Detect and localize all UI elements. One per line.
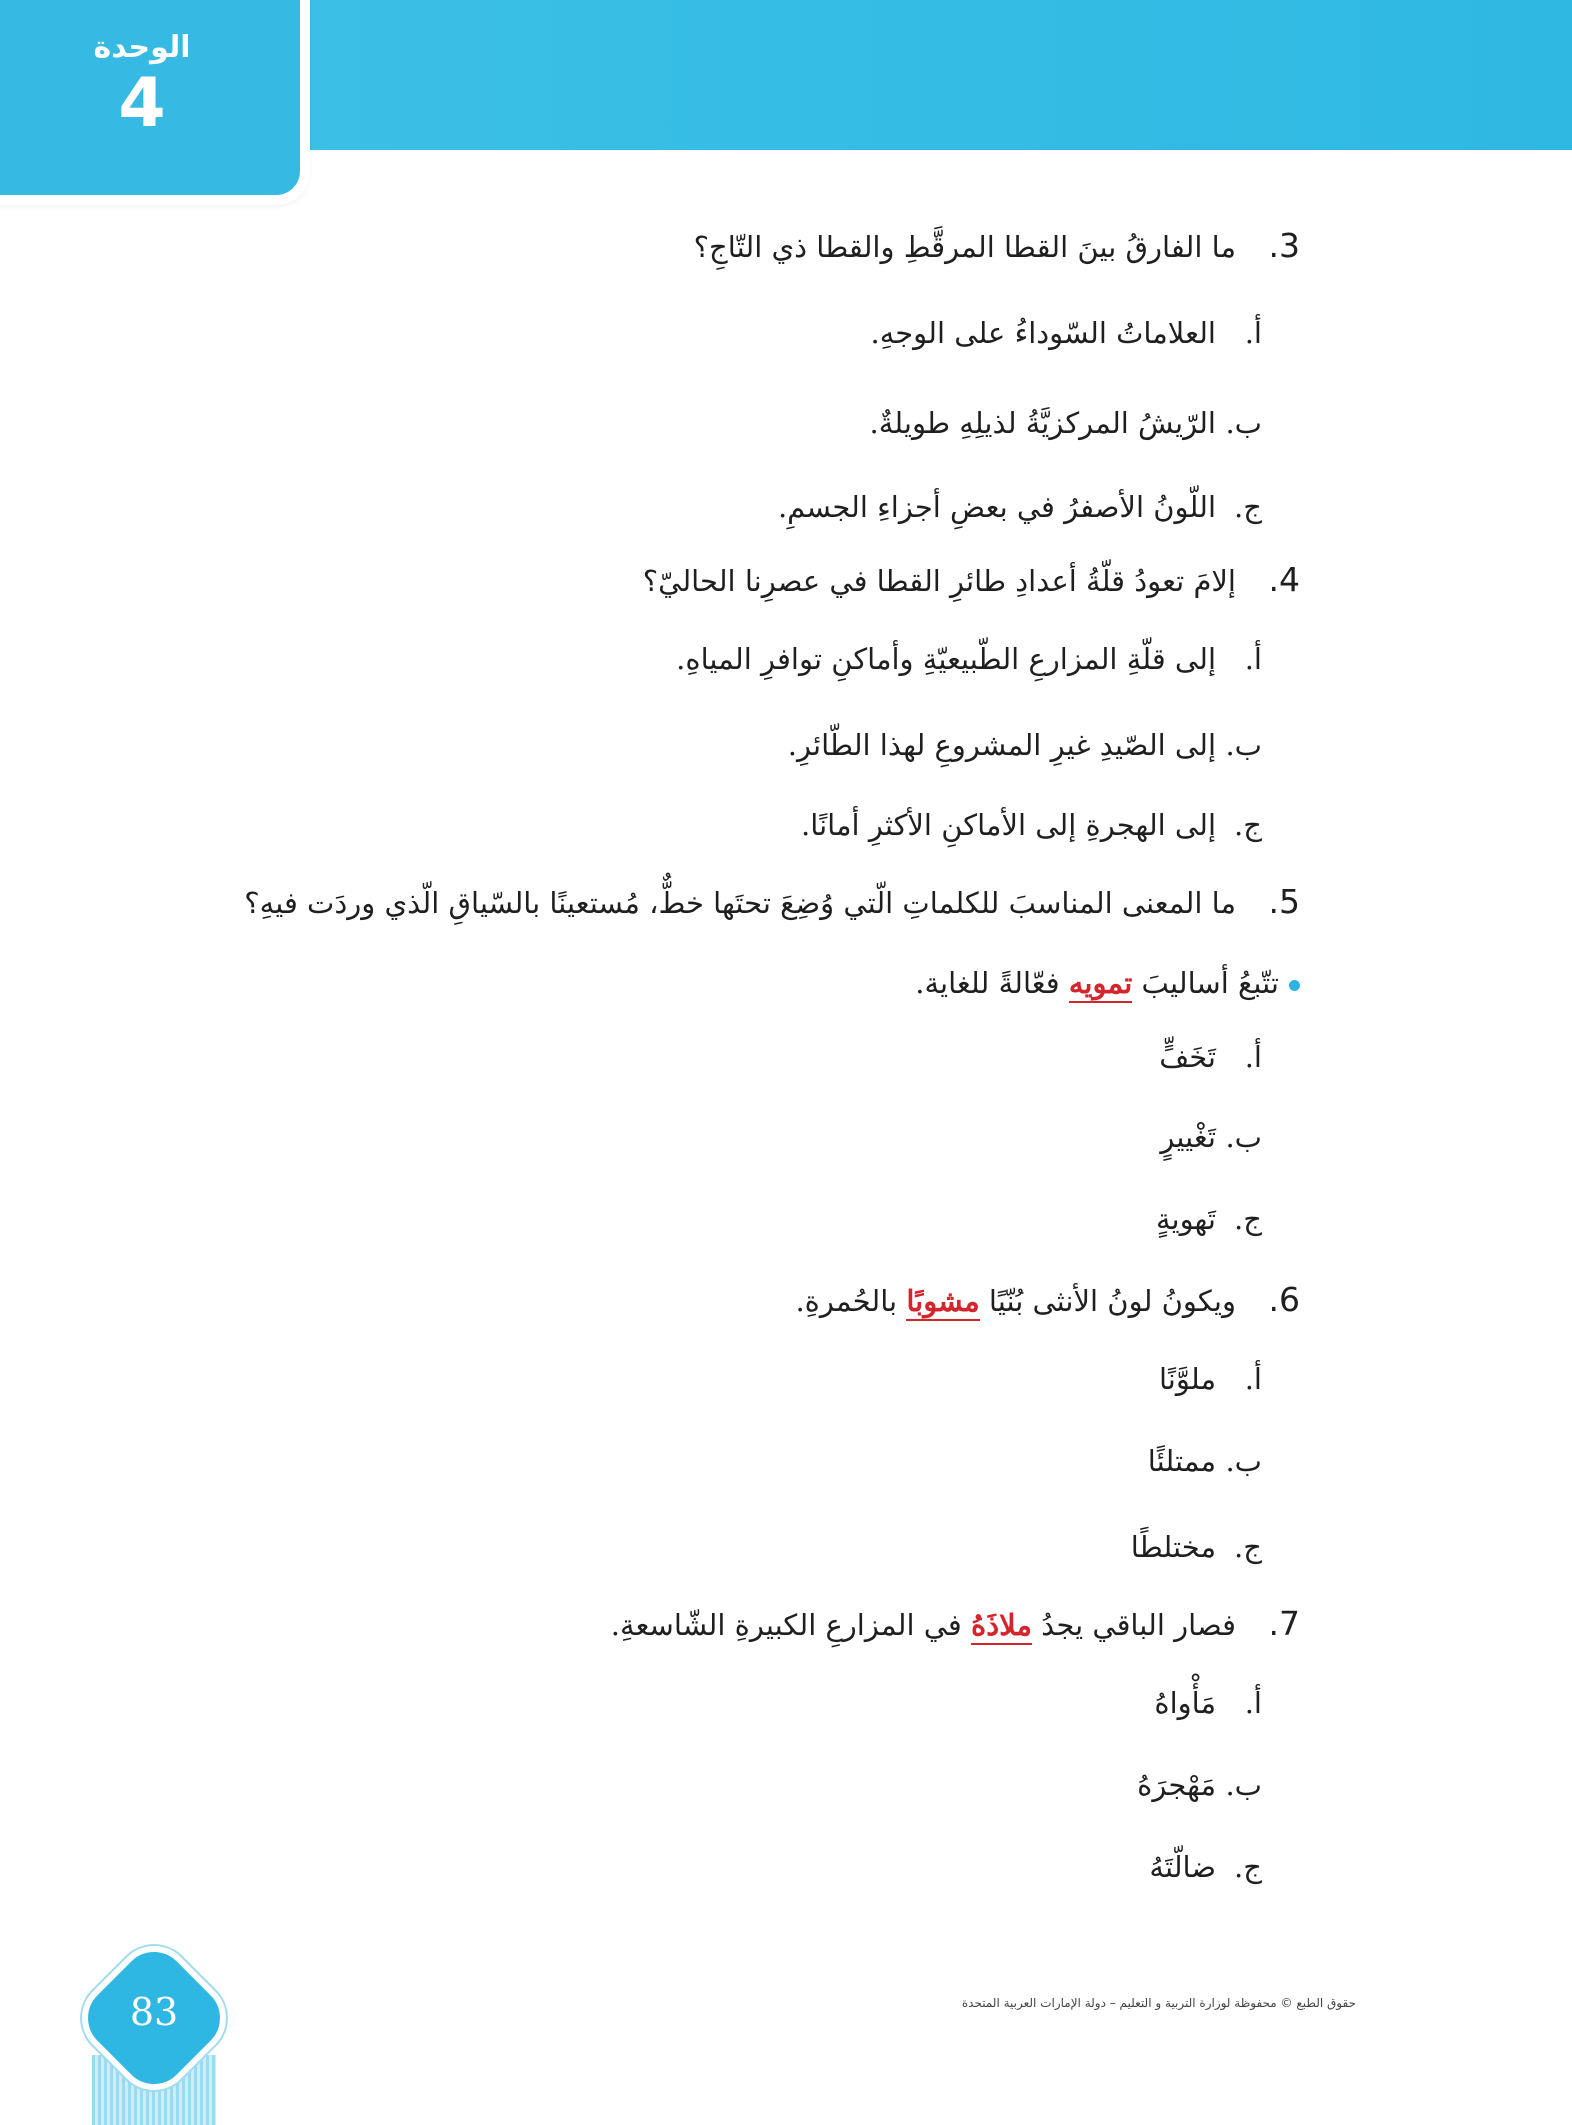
question-number: 5. <box>1268 882 1300 921</box>
option-text: تَهويةٍ <box>1155 1202 1216 1236</box>
page-number: 83 <box>129 1990 179 2034</box>
option-3-c[interactable] <box>778 490 1262 525</box>
option-3-a[interactable] <box>870 316 1262 351</box>
option-letter: ج. <box>1234 490 1262 524</box>
sentence-after: بالحُمرةِ. <box>795 1284 907 1318</box>
question-6 <box>795 1280 1300 1320</box>
highlighted-word: ملاذَهُ <box>971 1608 1032 1645</box>
unit-label: الوحدة <box>93 30 191 65</box>
unit-number: 4 <box>118 64 166 143</box>
option-text: تَخَفٍّ <box>1159 1040 1216 1074</box>
option-text: العلاماتُ السّوداءُ على الوجهِ. <box>870 316 1216 350</box>
sentence-before: ويكونُ لونُ الأنثى بُنّيًا <box>979 1284 1236 1318</box>
option-letter: ب. <box>1225 1120 1262 1154</box>
option-letter: أ. <box>1244 1362 1262 1396</box>
bullet-sentence <box>915 966 1300 1001</box>
highlighted-word: مشوبًا <box>906 1284 979 1321</box>
question-4 <box>643 560 1300 600</box>
highlighted-word: تمويه <box>1069 966 1132 1003</box>
option-6-b[interactable] <box>1148 1444 1262 1479</box>
option-letter: ج. <box>1234 808 1262 842</box>
option-text: مختلطًا <box>1130 1530 1216 1564</box>
option-text: تَغْييرٍ <box>1160 1120 1216 1154</box>
option-6-a[interactable] <box>1159 1362 1262 1397</box>
option-7-b[interactable] <box>1137 1768 1262 1803</box>
question-number: 3. <box>1268 226 1300 265</box>
bullet-icon <box>1289 980 1300 991</box>
question-7 <box>611 1604 1300 1644</box>
option-5-c[interactable] <box>1156 1202 1262 1237</box>
option-4-b[interactable] <box>788 728 1262 763</box>
option-4-c[interactable] <box>801 808 1262 843</box>
question-number: 4. <box>1268 560 1300 599</box>
sentence-before: تتّبعُ أساليبَ <box>1132 966 1279 1000</box>
option-text: اللّونُ الأصفرُ في بعضِ أجزاءِ الجسمِ. <box>777 490 1216 524</box>
option-letter: ج. <box>1234 1202 1262 1236</box>
question-number: 6. <box>1268 1280 1300 1319</box>
option-text: ملوَّنًا <box>1158 1362 1216 1396</box>
option-text: ضالّتَهُ <box>1149 1850 1216 1884</box>
option-5-a[interactable] <box>1159 1040 1262 1075</box>
option-6-c[interactable] <box>1131 1530 1262 1565</box>
option-letter: أ. <box>1244 1686 1262 1720</box>
sentence-after: في المزارعِ الكبيرةِ الشّاسعةِ. <box>610 1608 971 1642</box>
option-letter: ب. <box>1225 1768 1262 1802</box>
question-text: ما المعنى المناسبَ للكلماتِ الّتي وُضِعَ تحتَها خطٌّ، مُستعينًا بالسّياقِ الّذي وردَت فيهِ؟ <box>244 886 1236 920</box>
option-text: إلى قلّةِ المزارعِ الطّبيعيّةِ وأماكنِ توافرِ المياهِ. <box>676 642 1216 676</box>
copyright-text: حقوق الطبع © محفوظة لوزارة التربية و التعليم – دولة الإمارات العربية المتحدة <box>961 1996 1356 2010</box>
option-text: إلى الصّيدِ غيرِ المشروعِ لهذا الطّائرِ. <box>787 728 1216 762</box>
question-text: ما الفارقُ بينَ القطا المرقَّطِ والقطا ذي التّاجِ؟ <box>693 230 1236 264</box>
option-text: مَأْواهُ <box>1154 1686 1216 1720</box>
sentence-after: فعّالةً للغاية. <box>915 966 1069 1000</box>
question-5 <box>244 882 1300 922</box>
option-5-b[interactable] <box>1160 1120 1262 1155</box>
option-3-b[interactable] <box>870 406 1262 441</box>
sentence-before: فصار الباقي يجدُ <box>1031 1608 1236 1642</box>
option-text: مَهْجرَهُ <box>1137 1768 1216 1802</box>
option-letter: أ. <box>1244 316 1262 350</box>
question-text: إلامَ تعودُ قلّةُ أعدادِ طائرِ القطا في عصرِنا الحاليّ؟ <box>642 564 1236 598</box>
question-3 <box>694 226 1300 266</box>
option-7-c[interactable] <box>1149 1850 1262 1885</box>
option-letter: ب. <box>1225 406 1262 440</box>
option-letter: أ. <box>1244 1040 1262 1074</box>
option-7-a[interactable] <box>1154 1686 1262 1721</box>
option-letter: ج. <box>1234 1850 1262 1884</box>
option-letter: ب. <box>1225 728 1262 762</box>
option-text: إلى الهجرةِ إلى الأماكنِ الأكثرِ أمانًا. <box>801 808 1216 842</box>
option-text: الرّيشُ المركزيَّةُ لذيلِهِ طويلةٌ. <box>869 406 1216 440</box>
option-letter: ج. <box>1234 1530 1262 1564</box>
option-letter: ب. <box>1225 1444 1262 1478</box>
option-letter: أ. <box>1244 642 1262 676</box>
option-4-a[interactable] <box>676 642 1262 677</box>
question-number: 7. <box>1268 1604 1300 1643</box>
option-text: ممتلئًا <box>1147 1444 1216 1478</box>
